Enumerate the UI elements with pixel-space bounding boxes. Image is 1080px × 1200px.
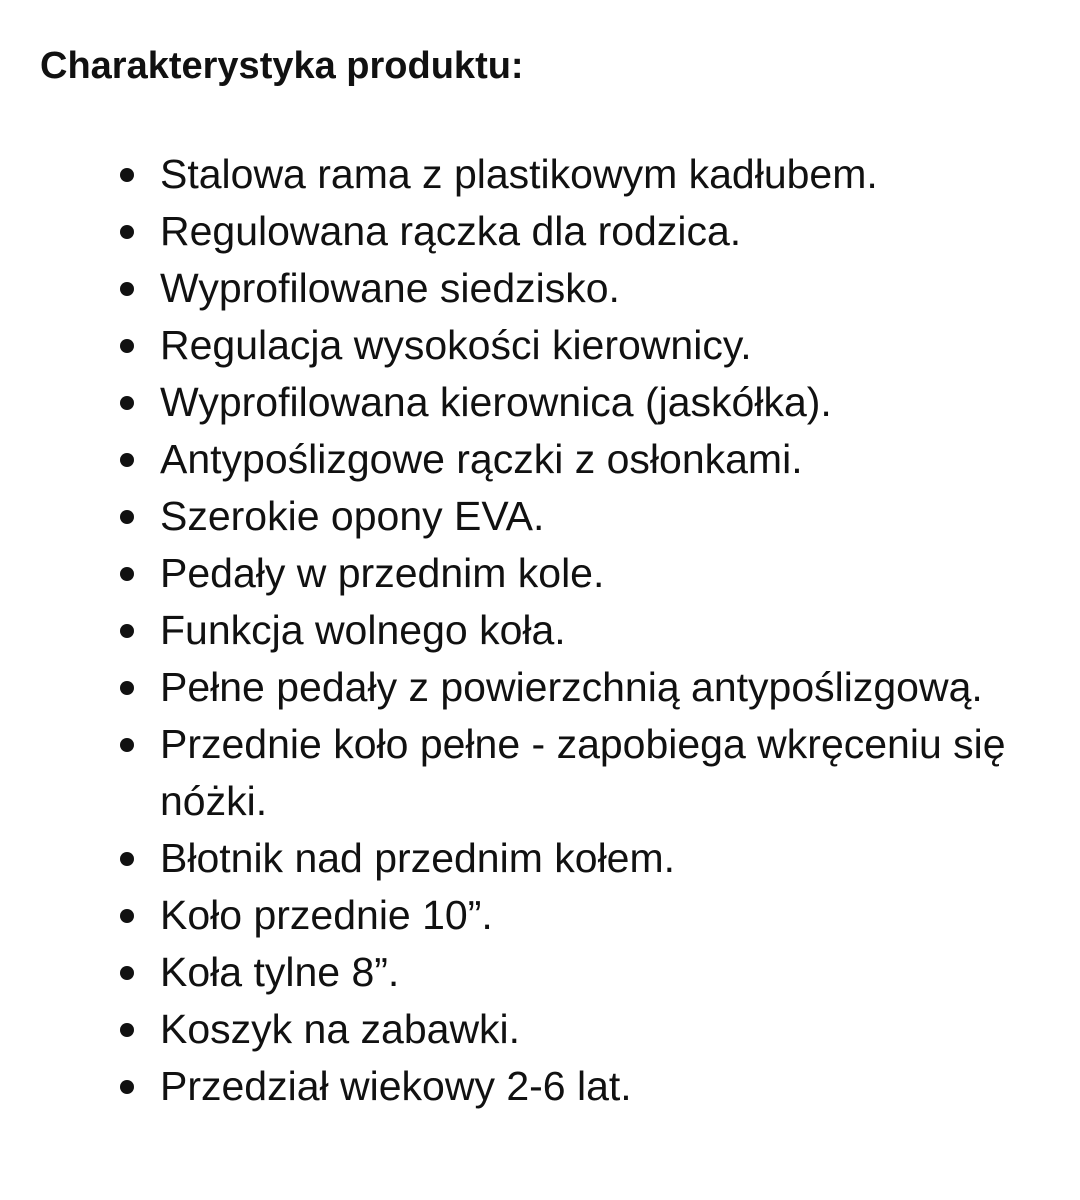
list-item-text: Błotnik nad przednim kołem.	[160, 835, 676, 881]
list-item-text: Przednie koło pełne - zapobiega wkręceniu się nóżki.	[160, 721, 1006, 824]
feature-list	[160, 146, 1040, 1115]
list-item	[160, 602, 1040, 659]
list-item	[160, 545, 1040, 602]
bullet-icon	[120, 624, 134, 638]
bullet-icon	[120, 966, 134, 980]
section-title: Charakterystyka produktu:	[40, 45, 524, 87]
bullet-icon	[120, 681, 134, 695]
bullet-icon	[120, 510, 134, 524]
list-item-text: Pedały w przednim kole.	[160, 550, 605, 596]
bullet-icon	[120, 339, 134, 353]
list-item	[160, 659, 1040, 716]
list-item-text: Funkcja wolnego koła.	[160, 607, 566, 653]
list-item	[160, 1058, 1040, 1115]
list-item-text: Szerokie opony EVA.	[160, 493, 545, 539]
list-item-text: Stalowa rama z plastikowym kadłubem.	[160, 151, 878, 197]
list-item	[160, 488, 1040, 545]
list-item-text: Koła tylne 8”.	[160, 949, 400, 995]
list-item-text: Wyprofilowana kierownica (jaskółka).	[160, 379, 832, 425]
bullet-icon	[120, 738, 134, 752]
list-item	[160, 1001, 1040, 1058]
list-item	[160, 887, 1040, 944]
bullet-icon	[120, 396, 134, 410]
bullet-icon	[120, 852, 134, 866]
list-item	[160, 317, 1040, 374]
list-item-text: Regulowana rączka dla rodzica.	[160, 208, 742, 254]
list-item	[160, 260, 1040, 317]
bullet-icon	[120, 567, 134, 581]
list-item-text: Pełne pedały z powierzchnią antypoślizgową.	[160, 664, 983, 710]
bullet-icon	[120, 909, 134, 923]
bullet-icon	[120, 225, 134, 239]
list-item-text: Przedział wiekowy 2-6 lat.	[160, 1063, 632, 1109]
bullet-icon	[120, 282, 134, 296]
list-item-text: Wyprofilowane siedzisko.	[160, 265, 620, 311]
list-item	[160, 716, 1040, 830]
bullet-icon	[120, 1023, 134, 1037]
list-item	[160, 830, 1040, 887]
list-item-text: Koło przednie 10”.	[160, 892, 493, 938]
bullet-icon	[120, 1080, 134, 1094]
list-item	[160, 146, 1040, 203]
list-item-text: Koszyk na zabawki.	[160, 1006, 521, 1052]
bullet-icon	[120, 453, 134, 467]
list-item-text: Regulacja wysokości kierownicy.	[160, 322, 752, 368]
list-item-text: Antypoślizgowe rączki z osłonkami.	[160, 436, 803, 482]
list-item	[160, 374, 1040, 431]
list-item	[160, 944, 1040, 1001]
bullet-icon	[120, 168, 134, 182]
list-item	[160, 203, 1040, 260]
list-item	[160, 431, 1040, 488]
